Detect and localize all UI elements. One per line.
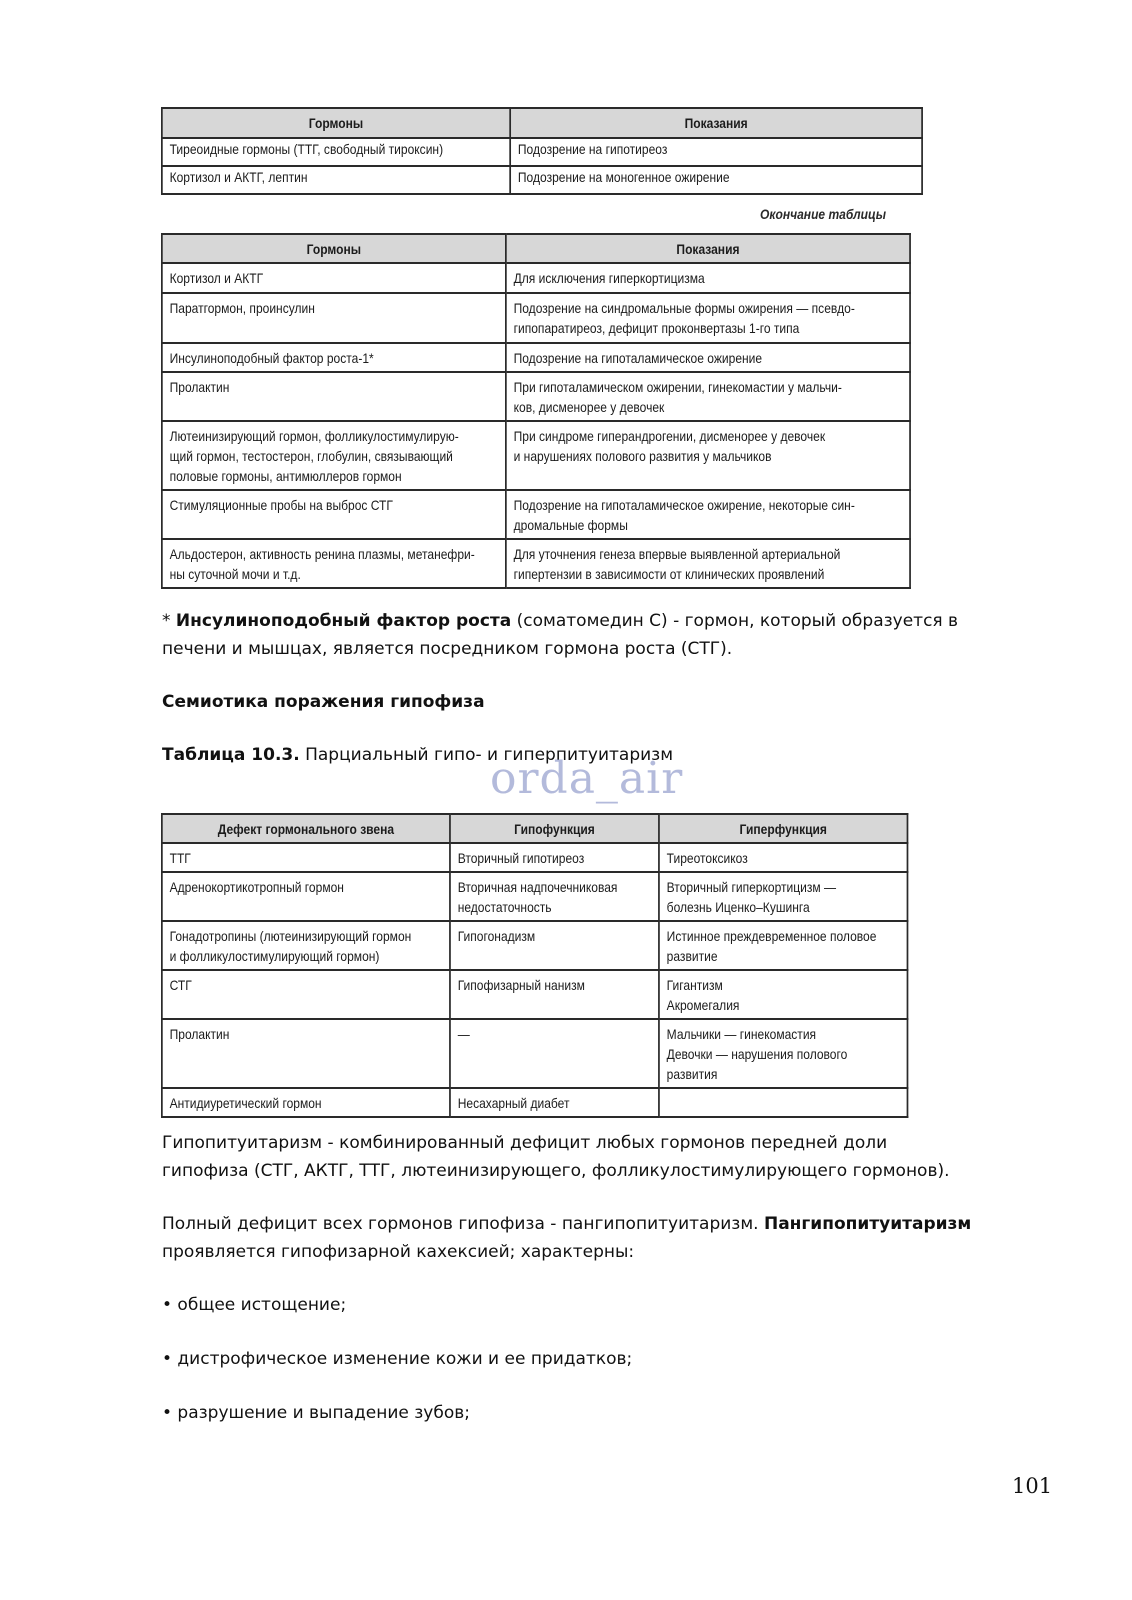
column-header: Гипофункция — [450, 814, 659, 843]
cell-line: При гипоталамическом ожирении, гинекомастии у мальчи- — [513, 379, 842, 395]
cell-line: Вторичный гипотиреоз — [457, 850, 585, 866]
column-header: Показания — [506, 234, 910, 263]
column-header: Дефект гормонального звена — [162, 814, 450, 843]
list-item: • разрушение и выпадение зубов; — [162, 1403, 470, 1423]
table-row — [162, 921, 908, 970]
column-header: Гормоны — [162, 234, 506, 263]
cell-line: Для исключения гиперкортицизма — [513, 270, 705, 286]
cell-line: Истинное преждевременное половое — [666, 928, 877, 944]
cell-line: Пролактин — [169, 379, 230, 395]
cell-line: Вторичный гиперкортицизм — — [666, 879, 837, 895]
table-cell: Подозрение на гипотиреоз — [510, 138, 922, 166]
table-cell — [506, 539, 910, 588]
table-cell — [506, 421, 910, 490]
table-row — [162, 421, 910, 490]
table-row — [162, 138, 922, 166]
cell-line: Подозрение на гипоталамическое ожирение, некоторые син- — [513, 497, 855, 513]
table-cell — [162, 843, 450, 872]
table-row — [162, 539, 910, 588]
cell-line: развитие — [666, 948, 718, 964]
footnote-line-1 — [162, 607, 958, 635]
table-cell — [506, 490, 910, 539]
table-cell — [659, 843, 908, 872]
paragraph-panhypopituitarism-line-2: проявляется гипофизарной кахексией; характерны: — [162, 1242, 635, 1262]
cell-line: и фолликулостимулирующий гормон) — [169, 948, 380, 964]
table-cell — [450, 921, 659, 970]
table-row — [162, 372, 910, 421]
table-cell — [162, 343, 506, 372]
cell-line: Тиреотоксикоз — [666, 850, 748, 866]
cell-line: болезнь Иценко–Кушинга — [666, 899, 810, 915]
cell-line: — — [457, 1026, 470, 1042]
table-cell — [506, 372, 910, 421]
footnote-line-2: печени и мышцах, является посредником гормона роста (СТГ). — [162, 639, 733, 659]
paragraph-term: Пангипопитуитаризм — [763, 1214, 972, 1234]
table-cell — [450, 970, 659, 1019]
table-cell — [162, 293, 506, 343]
cell-line: Лютеинизирующий гормон, фолликулостимулирую- — [169, 428, 459, 444]
cell-line: щий гормон, тестостерон, глобулин, связывающий — [169, 448, 453, 464]
footnote-term: Инсулиноподобный фактор роста — [175, 611, 512, 631]
paragraph-panhypopituitarism-line-1 — [162, 1210, 971, 1238]
hormones-table-continuation — [161, 233, 911, 589]
table-row — [162, 970, 908, 1019]
paragraph-hypopituitarism-line-2: гипофиза (СТГ, АКТГ, ТТГ, лютеинизирующего, фолликулостимулирующего гормонов). — [162, 1161, 950, 1181]
cell-line: ТТГ — [169, 850, 191, 866]
cell-line: Подозрение на гипоталамическое ожирение — [513, 350, 763, 366]
table-cell — [450, 1019, 659, 1088]
table-row — [162, 263, 910, 293]
cell-line: Альдостерон, активность ренина плазмы, метанефри- — [169, 546, 475, 562]
hormones-table-top — [161, 107, 923, 195]
cell-line: Адренокортикотропный гормон — [169, 879, 344, 895]
table-cell — [450, 872, 659, 921]
cell-line: и нарушениях полового развития у мальчиков — [513, 448, 772, 464]
cell-line: Для уточнения генеза впервые выявленной артериальной — [513, 546, 841, 562]
table-cell — [162, 921, 450, 970]
table-cell — [450, 1088, 659, 1117]
cell-line: СТГ — [169, 977, 192, 993]
cell-line: Мальчики — гинекомастия — [666, 1026, 817, 1042]
list-item: • общее истощение; — [162, 1295, 347, 1315]
table-cell — [162, 421, 506, 490]
cell-line: Антидиуретический гормон — [169, 1095, 322, 1111]
cell-line: Несахарный диабет — [457, 1095, 570, 1111]
table-cell — [450, 843, 659, 872]
cell-line — [667, 1089, 900, 1093]
column-header: Показания — [510, 108, 922, 138]
table-cell — [506, 343, 910, 372]
cell-line: Подозрение на синдромальные формы ожирения — псевдо- — [513, 300, 855, 316]
table-continuation-caption: Окончание таблицы — [760, 206, 887, 222]
table-row — [162, 1088, 908, 1117]
cell-line: гипопаратиреоз, дефицит проконвертазы 1-го типа — [513, 320, 800, 336]
table-cell — [506, 293, 910, 343]
cell-line: недостаточность — [457, 899, 552, 915]
cell-line: Кортизол и АКТГ — [169, 270, 264, 286]
cell-line: Девочки — нарушения полового — [666, 1046, 848, 1062]
cell-line: половые гормоны, антимюллеров гормон — [169, 468, 402, 484]
column-header: Гормоны — [162, 108, 510, 138]
table-cell — [162, 872, 450, 921]
cell-line: дромальные формы — [513, 517, 628, 533]
table-row — [162, 343, 910, 372]
table-cell — [659, 1088, 908, 1117]
page-number: 101 — [1012, 1474, 1053, 1498]
table-row — [162, 490, 910, 539]
cell-line: Акромегалия — [666, 997, 740, 1013]
table-cell: Кортизол и АКТГ, лептин — [162, 166, 510, 194]
table-cell — [162, 539, 506, 588]
cell-line: Гипофизарный нанизм — [457, 977, 585, 993]
table-row — [162, 872, 908, 921]
table-cell — [659, 872, 908, 921]
table-row — [162, 166, 922, 194]
cell-line: ков, дисменорее у девочек — [513, 399, 665, 415]
table-cell — [162, 1088, 450, 1117]
column-header: Гиперфункция — [659, 814, 908, 843]
table-title-text: Парциальный гипо- и гиперпитуитаризм — [299, 745, 674, 765]
table-row — [162, 843, 908, 872]
footnote-star: * — [162, 611, 176, 631]
cell-line: развития — [666, 1066, 718, 1082]
cell-line: ны суточной мочи и т.д. — [169, 566, 301, 582]
table-cell — [506, 263, 910, 293]
cell-line: Гонадотропины (лютеинизирующий гормон — [169, 928, 412, 944]
cell-line: гипертензии в зависимости от клинических проявлений — [513, 566, 825, 582]
cell-line: Гипогонадизм — [457, 928, 536, 944]
table-cell — [162, 372, 506, 421]
list-item: • дистрофическое изменение кожи и ее придатков; — [162, 1349, 633, 1369]
paragraph-hypopituitarism-line-1: Гипопитуитаризм - комбинированный дефицит любых гормонов передней доли — [162, 1133, 888, 1153]
cell-line: Инсулиноподобный фактор роста-1* — [169, 350, 374, 366]
cell-line: Стимуляционные пробы на выброс СТГ — [169, 497, 393, 513]
table-row — [162, 293, 910, 343]
table-number: Таблица 10.3. — [162, 745, 300, 765]
watermark: orda_air — [490, 753, 684, 804]
section-title: Семиотика поражения гипофиза — [162, 692, 485, 712]
table-cell — [659, 921, 908, 970]
paragraph-text: Полный дефицит всех гормонов гипофиза - пангипопитуитаризм. — [162, 1214, 764, 1234]
pituitarism-table — [161, 813, 908, 1118]
table-cell — [162, 1019, 450, 1088]
table-cell: Подозрение на моногенное ожирение — [510, 166, 922, 194]
table-cell — [162, 263, 506, 293]
table-cell — [659, 1019, 908, 1088]
table-cell: Тиреоидные гормоны (ТТГ, свободный тироксин) — [162, 138, 510, 166]
cell-line: Гигантизм — [666, 977, 723, 993]
table-row — [162, 1019, 908, 1088]
table-cell — [162, 490, 506, 539]
cell-line: Вторичная надпочечниковая — [457, 879, 618, 895]
table-cell — [162, 970, 450, 1019]
cell-line: Пролактин — [169, 1026, 230, 1042]
cell-line: Паратгормон, проинсулин — [169, 300, 315, 316]
footnote-text: (соматомедин С) - гормон, который образуется в — [511, 611, 959, 631]
cell-line: При синдроме гиперандрогении, дисменорее у девочек — [513, 428, 826, 444]
table-cell — [659, 970, 908, 1019]
